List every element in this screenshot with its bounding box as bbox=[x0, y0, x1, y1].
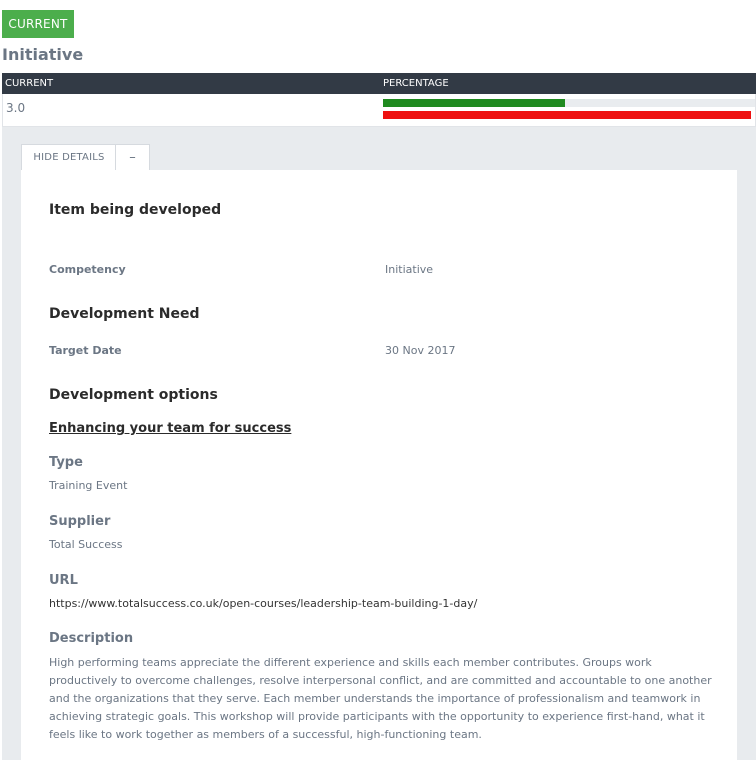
collapse-tab[interactable]: – bbox=[115, 144, 150, 171]
url-value: https://www.totalsuccess.co.uk/open-courses/leadership-team-building-1-day/ bbox=[49, 597, 478, 610]
table-header bbox=[2, 73, 756, 94]
details-area bbox=[2, 127, 756, 760]
percentage-bar-track bbox=[383, 99, 755, 107]
percentage-bar-fill bbox=[383, 99, 565, 107]
hide-details-tab[interactable]: HIDE DETAILS bbox=[21, 144, 117, 171]
current-value: 3.0 bbox=[6, 101, 26, 115]
development-options-heading: Development options bbox=[49, 387, 218, 403]
table-row bbox=[2, 94, 756, 127]
development-option-link[interactable]: Enhancing your team for success bbox=[49, 421, 292, 436]
target-bar bbox=[383, 111, 751, 119]
column-header-percentage: PERCENTAGE bbox=[383, 78, 449, 89]
target-date-label: Target Date bbox=[49, 344, 122, 357]
current-button[interactable]: CURRENT bbox=[2, 10, 74, 38]
column-header-current: CURRENT bbox=[5, 78, 54, 89]
competency-value: Initiative bbox=[385, 263, 434, 276]
development-need-heading: Development Need bbox=[49, 306, 200, 322]
description-value: High performing teams appreciate the different experience and skills each member contributes. Groups work productively to overcome challenges, resolve interpersonal conflict, and are committed and accountable to one another and the organizations that they serve. Each member understands the importance of professionalism and teamwork in achieving strategic goals. This workshop will provide participants with the opportunity to experience first-hand, what it feels like to work together as members of a successful, high-functioning team. bbox=[49, 656, 712, 741]
details-panel bbox=[21, 170, 737, 770]
supplier-value: Total Success bbox=[49, 538, 123, 551]
url-label: URL bbox=[49, 573, 78, 588]
description-label: Description bbox=[49, 631, 134, 646]
page-title: Initiative bbox=[2, 45, 84, 64]
competency-label: Competency bbox=[49, 263, 126, 276]
supplier-label: Supplier bbox=[49, 514, 111, 529]
item-being-developed-heading: Item being developed bbox=[49, 202, 222, 218]
type-label: Type bbox=[49, 455, 83, 470]
type-value: Training Event bbox=[49, 479, 128, 492]
target-date-value: 30 Nov 2017 bbox=[385, 344, 456, 357]
